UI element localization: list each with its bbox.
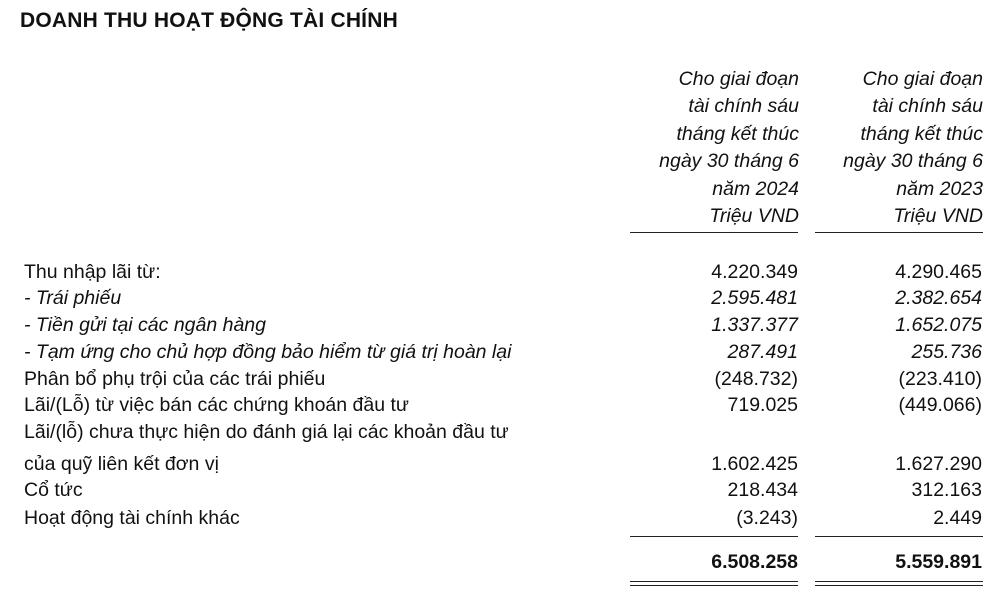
table-row	[0, 451, 1000, 478]
total-double-rule-bottom-2024	[630, 585, 798, 586]
value-2023: (449.066)	[898, 394, 982, 416]
value-2023: 1.652.075	[895, 314, 982, 336]
row-label: của quỹ liên kết đơn vị	[24, 453, 219, 475]
column-header-line: Cho giai đoạn	[678, 68, 799, 90]
value-2023: 2.382.654	[895, 287, 982, 309]
table-row	[0, 259, 1000, 286]
row-label: Thu nhập lãi từ:	[24, 261, 161, 283]
value-2024: (3.243)	[736, 507, 798, 529]
value-2023: 255.736	[911, 341, 982, 363]
column-unit: Triệu VND	[709, 205, 799, 228]
row-label: Lãi/(Lỗ) từ việc bán các chứng khoán đầu tư	[24, 394, 409, 416]
column-header-line: ngày 30 tháng 6	[843, 150, 983, 173]
table-row	[0, 392, 1000, 419]
total-double-rule-bottom-2023	[815, 585, 983, 586]
header-underline-2023	[815, 232, 983, 233]
document-title: DOANH THU HOẠT ĐỘNG TÀI CHÍNH	[20, 9, 398, 32]
table-row	[0, 477, 1000, 504]
column-header-line: năm 2024	[712, 177, 799, 200]
row-label: Lãi/(lỗ) chưa thực hiện do đánh giá lại các khoản đầu tư	[24, 421, 509, 443]
header-underline-2024	[630, 232, 798, 233]
subtotal-rule-2024	[630, 536, 798, 537]
value-2023: 1.627.290	[895, 453, 982, 475]
table-row	[0, 312, 1000, 339]
value-2024: 1.602.425	[711, 453, 798, 475]
total-double-rule-top-2024	[630, 581, 798, 582]
table-row	[0, 505, 1000, 532]
value-2024: (248.732)	[714, 368, 798, 390]
table-row	[0, 285, 1000, 312]
column-unit: Triệu VND	[893, 205, 983, 228]
column-header-2023	[793, 66, 983, 230]
column-header-line: năm 2023	[896, 177, 983, 200]
value-2023: 312.163	[911, 479, 982, 501]
row-label: Cổ tức	[24, 479, 83, 501]
row-label: - Trái phiếu	[24, 287, 122, 309]
row-label: - Tạm ứng cho chủ hợp đồng bảo hiểm từ giá trị hoàn lại	[24, 341, 512, 363]
value-2023: 2.449	[933, 507, 982, 529]
column-header-line: tài chính sáu	[688, 95, 799, 118]
total-double-rule-top-2023	[815, 581, 983, 582]
table-row	[0, 366, 1000, 393]
value-2024: 4.220.349	[711, 261, 798, 283]
table-row	[0, 419, 1000, 446]
total-row	[0, 549, 1000, 576]
value-2024: 2.595.481	[711, 287, 798, 309]
value-2024: 218.434	[727, 479, 798, 501]
row-label: Hoạt động tài chính khác	[24, 507, 240, 529]
column-header-line: tháng kết thúc	[676, 122, 799, 145]
row-label: Phân bổ phụ trội của các trái phiếu	[24, 368, 326, 390]
row-label: - Tiền gửi tại các ngân hàng	[24, 314, 266, 336]
subtotal-rule-2023	[815, 536, 983, 537]
value-2024: 719.025	[727, 394, 798, 416]
total-2024: 6.508.258	[711, 551, 798, 573]
column-header-line: tài chính sáu	[872, 95, 983, 118]
value-2024: 287.491	[727, 341, 798, 363]
table-row	[0, 339, 1000, 366]
value-2024: 1.337.377	[711, 314, 798, 336]
value-2023: (223.410)	[898, 368, 982, 390]
column-header-line: tháng kết thúc	[860, 122, 983, 145]
column-header-2024	[609, 66, 799, 230]
column-header-line: Cho giai đoạn	[862, 68, 983, 90]
value-2023: 4.290.465	[895, 261, 982, 283]
total-2023: 5.559.891	[895, 551, 982, 573]
column-header-line: ngày 30 tháng 6	[659, 150, 799, 173]
